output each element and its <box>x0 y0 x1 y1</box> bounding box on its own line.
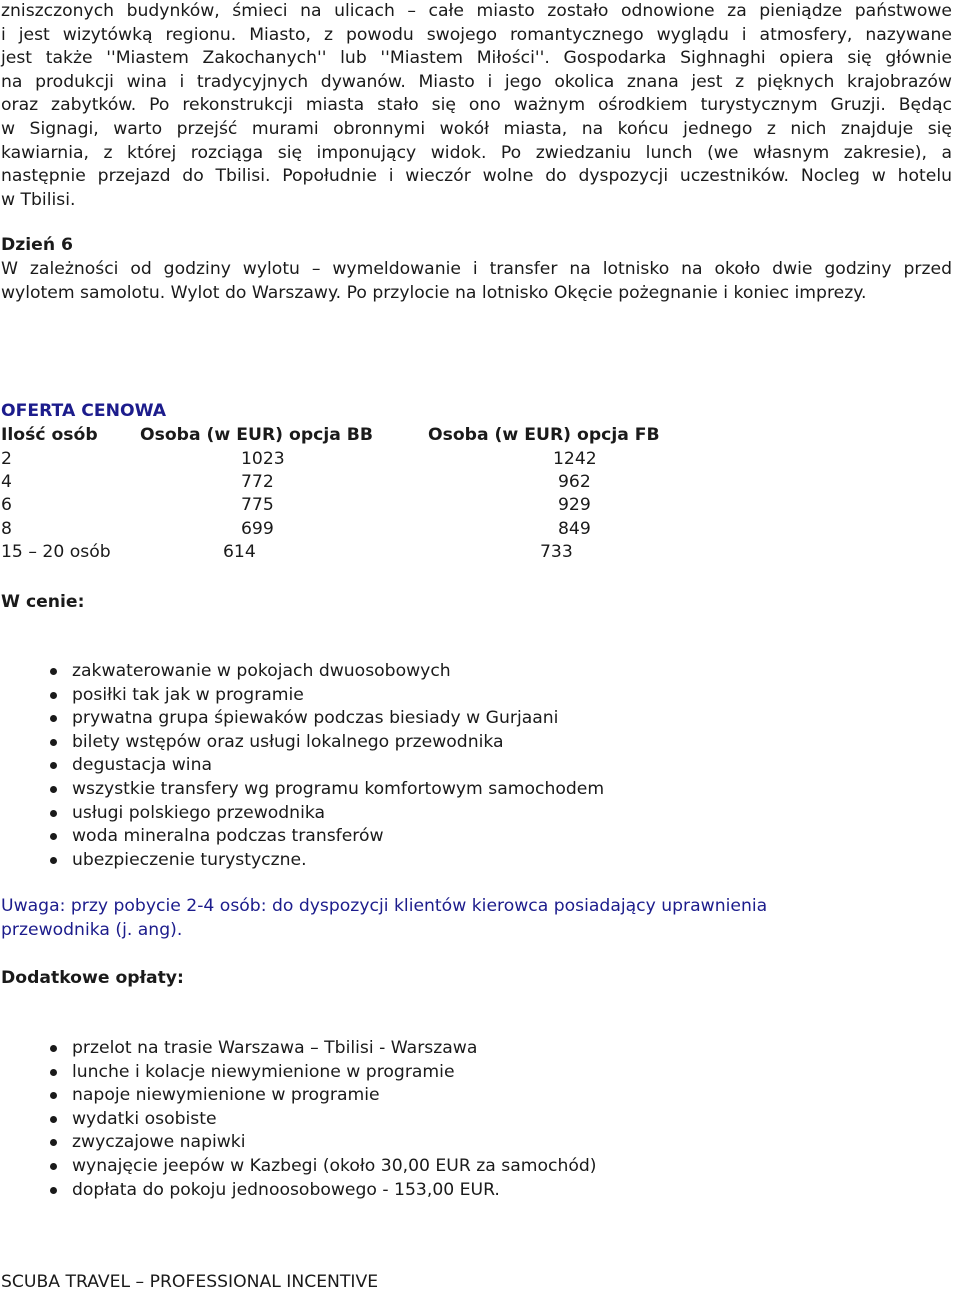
bullet-icon <box>50 810 57 817</box>
list-item: prywatna grupa śpiewaków podczas biesiady w Gurjaani <box>0 707 604 731</box>
list-item: zakwaterowanie w pokojach dwuosobowych <box>0 660 604 684</box>
header-bb: Osoba (w EUR) opcja BB <box>140 425 373 445</box>
extra-list <box>0 1037 597 1202</box>
paragraph-line: w Signagi, warto przejść murami obronnymi wokół miasta, na końcu jednego z nich znajduje się <box>1 118 952 139</box>
paragraph-line: wylotem samolotu. Wylot do Warszawy. Po przylocie na lotnisko Okęcie pożegnanie i koniec imprezy. <box>1 282 867 303</box>
bullet-icon <box>50 1187 57 1194</box>
table-row <box>1 471 701 495</box>
header-fb: Osoba (w EUR) opcja FB <box>428 425 660 445</box>
cell-bb: 772 <box>241 472 274 492</box>
list-item: bilety wstępów oraz usługi lokalnego przewodnika <box>0 731 604 755</box>
cell-fb: 733 <box>540 542 573 562</box>
cell-bb: 775 <box>241 495 274 515</box>
list-item: przelot na trasie Warszawa – Tbilisi - Warszawa <box>0 1037 597 1061</box>
list-item: wynajęcie jeepów w Kazbegi (około 30,00 EUR za samochód) <box>0 1155 597 1179</box>
bullet-icon <box>50 857 57 864</box>
cell-persons: 6 <box>1 495 12 515</box>
paragraph-line: W zależności od godziny wylotu – wymeldowanie i transfer na lotnisko na około dwie godziny przed <box>1 259 952 279</box>
paragraph-line: zniszczonych budynków, śmieci na ulicach – całe miasto zostało odnowione za pieniądze państwowe <box>1 1 952 21</box>
cell-bb: 614 <box>223 542 256 562</box>
included-heading: W cenie: <box>1 592 85 612</box>
cell-persons: 15 – 20 osób <box>1 542 111 562</box>
list-item: ubezpieczenie turystyczne. <box>0 849 604 873</box>
cell-fb: 849 <box>558 519 591 539</box>
cell-fb: 1242 <box>553 449 597 469</box>
cell-persons: 4 <box>1 472 12 492</box>
list-item: usługi polskiego przewodnika <box>0 802 604 826</box>
cell-fb: 929 <box>558 495 591 515</box>
paragraph-line: i jest wizytówką regionu. Miasto, z powodu swojego romantycznego wyglądu i atmosfery, nazywane <box>1 24 952 45</box>
offer-title: OFERTA CENOWA <box>1 401 167 421</box>
list-item: wszystkie transfery wg programu komfortowym samochodem <box>0 778 604 802</box>
paragraph-line: w Tbilisi. <box>1 189 76 210</box>
list-item: wydatki osobiste <box>0 1108 597 1132</box>
note-text: Uwaga: przy pobycie 2-4 osób: do dyspozycji klientów kierowca posiadający uprawnienia przewodnika (j. ang). <box>1 896 768 940</box>
header-persons: Ilość osób <box>1 425 98 445</box>
table-row <box>1 541 701 565</box>
paragraph-line: jest także ''Miastem Zakochanych'' lub ''Miastem Miłości''. Gospodarka Sighnaghi opiera się głównie <box>1 48 952 69</box>
table-row <box>1 448 701 472</box>
bullet-icon <box>50 1139 57 1146</box>
paragraph-line: na produkcji wina i tradycyjnych dywanów. Miasto i jego okolica znana jest z pięknych krajobrazów <box>1 71 952 92</box>
paragraph-line: kawiarnia, z której rozciąga się imponujący widok. Po zwiedzaniu lunch (we własnym zakresie), a <box>1 142 952 163</box>
cell-persons: 2 <box>1 449 12 469</box>
extra-heading: Dodatkowe opłaty: <box>1 968 184 988</box>
cell-fb: 962 <box>558 472 591 492</box>
bullet-icon <box>50 1045 57 1052</box>
bullet-icon <box>50 692 57 699</box>
paragraph-line: oraz zabytków. Po rekonstrukcji miasta stało się ono ważnym ośrodkiem turystycznym Gruzji. Będąc <box>1 95 952 116</box>
list-item: posiłki tak jak w programie <box>0 684 604 708</box>
footer-text: SCUBA TRAVEL – PROFESSIONAL INCENTIVE <box>1 1272 379 1292</box>
day6-paragraph <box>1 258 952 305</box>
day6-heading: Dzień 6 <box>1 235 73 255</box>
bullet-icon <box>50 715 57 722</box>
bullet-icon <box>50 1163 57 1170</box>
bullet-icon <box>50 1116 57 1123</box>
list-item: zwyczajowe napiwki <box>0 1131 597 1155</box>
bullet-icon <box>50 1069 57 1076</box>
included-list <box>0 660 604 872</box>
bullet-icon <box>50 1092 57 1099</box>
list-item: degustacja wina <box>0 754 604 778</box>
table-row <box>1 494 701 518</box>
list-item: napoje niewymienione w programie <box>0 1084 597 1108</box>
bullet-icon <box>50 762 57 769</box>
bullet-icon <box>50 833 57 840</box>
bullet-icon <box>50 786 57 793</box>
paragraph-line: następnie przejazd do Tbilisi. Popołudnie i wieczór wolne do dyspozycji uczestników. Nocleg w hotelu <box>1 166 952 187</box>
list-item: dopłata do pokoju jednoosobowego - 153,00 EUR. <box>0 1179 597 1203</box>
cell-bb: 699 <box>241 519 274 539</box>
cell-persons: 8 <box>1 519 12 539</box>
list-item: lunche i kolacje niewymienione w programie <box>0 1061 597 1085</box>
price-table-header <box>1 424 701 448</box>
list-item: woda mineralna podczas transferów <box>0 825 604 849</box>
bullet-icon <box>50 739 57 746</box>
table-row <box>1 518 701 542</box>
bullet-icon <box>50 668 57 675</box>
day5-paragraph <box>1 0 952 212</box>
cell-bb: 1023 <box>241 449 285 469</box>
